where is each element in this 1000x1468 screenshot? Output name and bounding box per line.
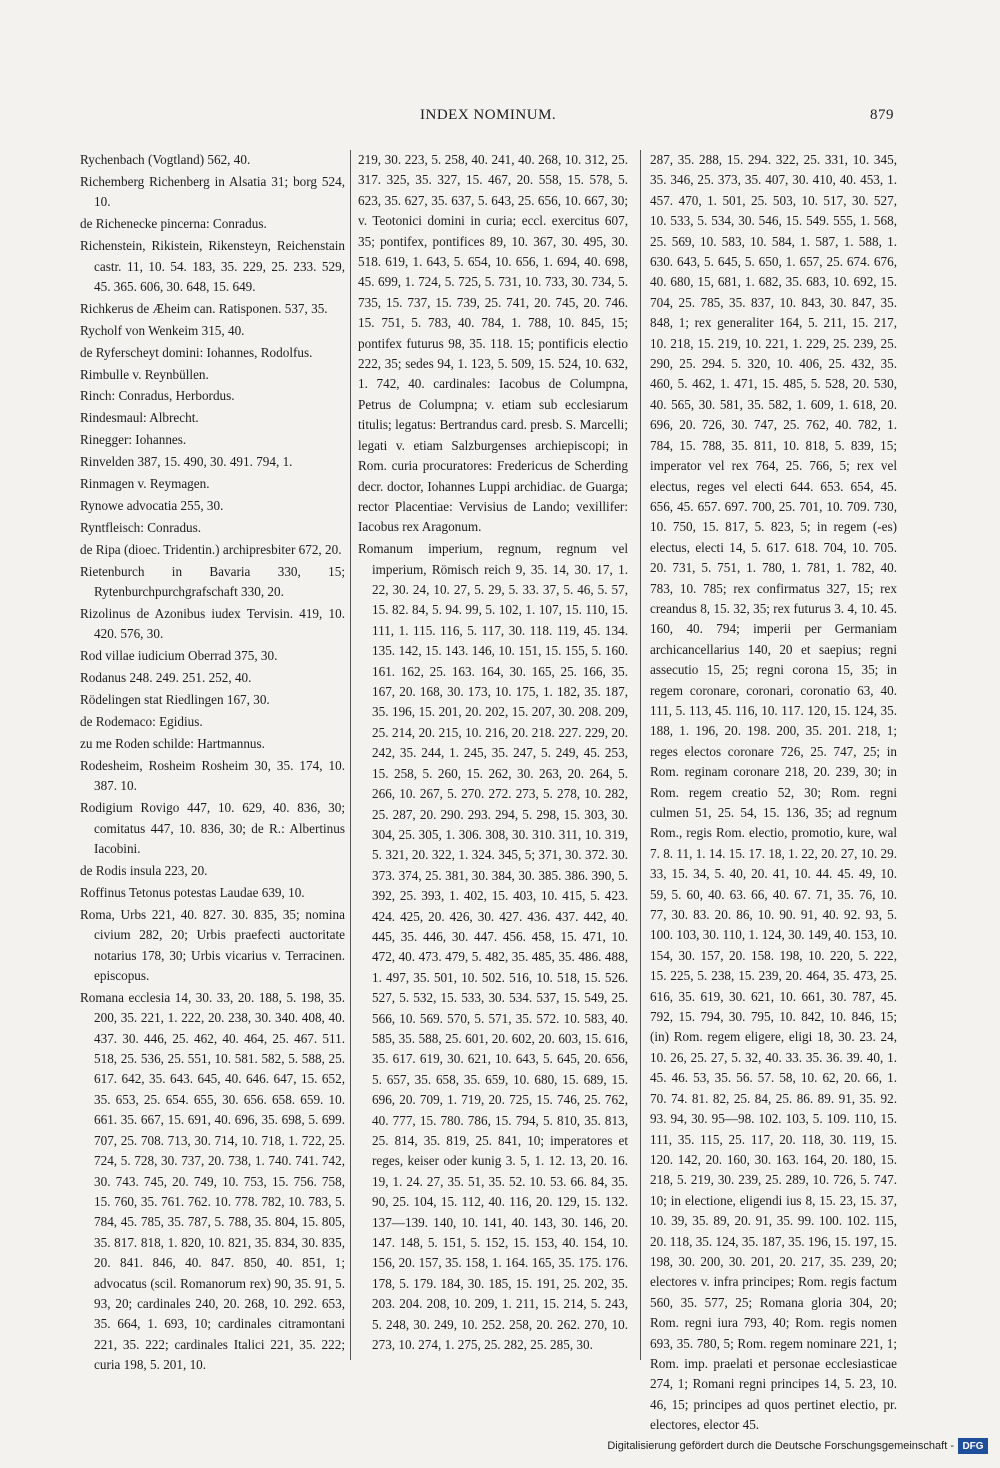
index-entry: Rod villae iudicium Oberrad 375, 30. — [80, 648, 278, 664]
index-entry: Rodesheim, Rosheim Rosheim 30, 35. 174, 10. 387. 10. — [80, 757, 345, 794]
index-entry: Ryntfleisch: Conradus. — [80, 519, 202, 535]
funding-note: Digitalisierung gefördert durch die Deutsche Forschungsgemeinschaft - — [607, 1440, 954, 1452]
index-entry: de Rodemaco: Egidius. — [80, 714, 203, 730]
index-entry: de Ripa (dioec. Tridentin.) archipresbiter 672, 20. — [80, 541, 342, 557]
index-entry: Rinch: Conradus, Herbordus. — [80, 388, 235, 404]
index-entry: Rimbulle v. Reynbüllen. — [80, 366, 209, 382]
index-entry: Roffinus Tetonus potestas Laudae 639, 10. — [80, 884, 305, 900]
index-entry: Rinegger: Iohannes. — [80, 432, 187, 448]
index-entry: Rödelingen stat Riedlingen 167, 30. — [80, 692, 270, 708]
index-entry: Richemberg Richenberg in Alsatia 31; borg 524, 10. — [80, 173, 345, 210]
index-entry: de Rodis insula 223, 20. — [80, 862, 208, 878]
page-number: 879 — [870, 107, 894, 123]
index-entry: Romanum imperium, regnum, regnum vel imperium, Römisch reich 9, 35. 14, 30. 17, 1. 22, 30. 24, 10. 27, 5. 29, 5. 33. 37, 5. 46, 5. 57, 15. 82. 84, 5. 94. 99, 5. 102, 1. 107, 15. 110, 15. 111, 1. 115. 116, 5. 117, 30. 118. 119, 45. 134. 135. 142, 15. 143. 146, 10. 151, 15. 155, 5. 160. 161. 162, 25. 163. 164, 30. 165, 25. 166, 35. 167, 20. 168, 30. 173, 10. 175, 1. 182, 35. 187, 35. 196, 15. 201, 20. 202, 15. 207, 30. 208. 209, 25. 214, 20. 215, 10. 216, 20. 218. 227. 229, 20. 242, 35. 244, 1. 245, 35. 247, 5. 249, 45. 253, 15. 258, 5. 260, 15. 262, 30. 263, 20. 264, 5. 266, 10. 267, 5. 270. 272. 273, 5. 278, 10. 282, 25. 287, 20. 290. 293. 294, 5. 298, 15. 303, 30. 304, 25. 305, 1. 306. 308, 30. 310. 311, 10. 319, 5. 321, 20. 322, 1. 324. 345, 5; 371, 30. 372. 30. 373. 374, 25. 381, 30. 384, 30. 385. 386. 390, 5. 392, 25. 393, 1. 402, 15. 403, 10. 415, 5. 423. 424. 425, 20. 426, 30. 427. 436. 437. 442, 40. 445, 35. 446, 30. 447. 456. 458, 15. 471, 10. 472, 40. 473. 479, 5. 482, 35. 485, 35. 486. 488, 1. 497, 35. 501, 10. 502. 516, 10. 518, 15. 526. 527, 5. 532, 15. 533, 30. 534. 537, 15. 549, 25. 566, 10. 569. 570, 5. 571, 35. 572. 10. 583, 40. 585, 35. 588, 25. 601, 20. 602, 20. 603, 15. 616, 35. 617. 619, 30. 621, 10. 643, 5. 645, 20. 656, 5. 657, 35. 658, 35. 659, 10. 680, 15. 689, 15. 696, 20. 709, 1. 719, 20. 725, 15. 746, 25. 762, 40. 777, 15. 780. 786, 15. 794, 5. 810, 35. 813, 25. 814, 35. 819, 25. 841, 10; imperatores et reges, keiser oder kunig 3. 5, 1. 12. 13, 20. 16. 19, 1. 24. 27, 35. 51, 35. 52. 10. 53. 66. 84, 35. 90, 25. 104, 15. 112, 40. 116, 20. 129, 15. 132. 137—139. 140, 10. 141, 40. 143, 30. 146, 20. 147. 148, 5. 151, 5. 152, 15. 153, 40. 154, 10. 156, 20. 157, 35. 158, 1. 164. 165, 35. 175. 176. 178, 5. 179. 184, 30. 185, 15. 191, 25. 202, 35. 203. 204. 208, 10. 209, 1. 211, 15. 214, 5. 243, 5. 248, 30. 249, 10. 252. 258, 20. 262. 270, 10. 273, 10. 274, 1. 275, 25. 282, 25. 285, 30. — [358, 541, 628, 1353]
page-title: INDEX NOMINUM. — [420, 107, 557, 123]
index-entry: Rindesmaul: Albrecht. — [80, 410, 199, 426]
index-entry: Rodanus 248. 249. 251. 252, 40. — [80, 670, 252, 686]
index-entry: zu me Roden schilde: Hartmannus. — [80, 735, 265, 751]
index-entry: Richkerus de Æheim can. Ratisponen. 537, 35. — [80, 300, 328, 316]
index-entry: Rietenburch in Bavaria 330, 15; Rytenburchpurchgrafschaft 330, 20. — [80, 563, 345, 600]
index-entry: de Ryferscheyt domini: Iohannes, Rodolfus. — [80, 344, 313, 360]
index-entry: Rychenbach (Vogtland) 562, 40. — [80, 152, 251, 167]
index-entry: Richenstein, Rikistein, Rikensteyn, Reichenstain castr. 11, 10. 54. 183, 35. 229, 25. 233. 529, 45. 365. 606, 30. 648, 15. 649. — [80, 238, 345, 294]
index-column-3 — [650, 150, 897, 1433]
index-entry: de Richenecke pincerna: Conradus. — [80, 216, 267, 232]
index-entry: Rynowe advocatia 255, 30. — [80, 498, 224, 513]
index-entry: Rodigium Rovigo 447, 10. 629, 40. 836, 30; comitatus 447, 10. 836, 30; de R.: Albertinus Iacobini. — [80, 800, 345, 856]
column-rule — [350, 150, 351, 1360]
index-entry: Rinvelden 387, 15. 490, 30. 491. 794, 1. — [80, 454, 293, 470]
column-rule — [640, 150, 641, 1360]
index-entry: Romana ecclesia 14, 30. 33, 20. 188, 5. 198, 35. 200, 35. 221, 1. 222, 20. 238, 30. 340. 408, 40. 437. 30. 446, 25. 462, 40. 464, 25. 467. 511. 518, 25. 536, 25. 551, 10. 581. 582, 5. 588, 25. 617. 642, 35. 643. 645, 40. 646. 647, 15. 652, 35. 653, 25. 654. 655, 30. 656. 658. 659. 10. 661. 35. 667, 15. 691, 40. 696, 35. 698, 5. 699. 707, 25. 708. 713, 30. 714, 10. 718, 1. 722, 25. 724, 5. 728, 30. 737, 20. 738, 1. 740. 741. 742, 30. 743. 745, 20. 749, 10. 753, 15. 756. 758, 15. 760, 35. 761. 762. 10. 778. 782, 10. 783, 5. 784, 45. 785, 35. 787, 5. 788, 35. 804, 15. 805, 35. 817. 818, 1. 820, 10. 821, 35. 834, 30. 835, 20. 841. 846, 40. 847. 850, 40. 851, 1; advocatus (scil. Romanorum rex) 90, 35. 91, 5. 93, 20; cardinales 240, 20. 268, 10. 292. 653, 35. 664, 1. 693, 10; cardinales citramontani 221, 35. 222; cardinales Italici 221, 35. 222; curia 198, 5. 201, 10. — [80, 989, 345, 1373]
index-entry: Rycholf von Wenkeim 315, 40. — [80, 322, 245, 338]
index-column-1 — [80, 150, 345, 1373]
index-entry: Rizolinus de Azonibus iudex Tervisin. 419, 10. 420. 576, 30. — [80, 606, 345, 642]
dfg-logo: DFG — [958, 1438, 988, 1454]
index-entry-continued: 219, 30. 223, 5. 258, 40. 241, 40. 268, 10. 312, 25. 317. 325, 35. 327, 15. 467, 20. 558, 15. 578, 5. 623, 35. 627, 35. 637, 5. 643, 25. 656, 10. 667, 30; v. Teotonici domini in curia; eccl. exercitus 607, 35; pontifex, pontifices 89, 10. 367, 30. 495, 30. 518. 619, 1. 643, 5. 654, 10. 656, 1. 694, 40. 698, 45. 699, 1. 724, 5. 725, 5. 731, 10. 733, 30. 734, 5. 735, 15. 737, 15. 739, 25. 741, 20. 745, 20. 746. 15. 751, 5. 783, 40. 784, 1. 788, 10. 845, 15; pontifex futurus 98, 35. 118. 15; pontificis electio 222, 35; sedes 94, 1. 123, 5. 509, 15. 524, 10. 632, 1. 742, 40. cardinales: Iacobus de Columpna, Petrus de Columpna; v. etiam sub ecclesiarum titulis; legatus: Bertrandus card. presb. S. Marcelli; legati v. etiam Salzburgenses archiepiscopi; in Rom. curia procuratores: Fredericus de Scherding decr. doctor, Iohannes Luppi archidiac. de Guarga; rector Placentiae: Vervisius de Lando; vexillifer: Iacobus rex Aragonum. — [358, 152, 628, 535]
index-entry: Roma, Urbs 221, 40. 827. 30. 835, 35; nomina civium 282, 20; Urbis praefecti auctoritate notarius 178, 30; Urbis vicarius v. Terracinen. episcopus. — [80, 906, 345, 983]
running-head — [80, 107, 900, 131]
footer-credit — [580, 1438, 988, 1456]
index-entry-continued: 287, 35. 288, 15. 294. 322, 25. 331, 10. 345, 35. 346, 25. 373, 35. 407, 30. 410, 40. 453, 1. 457. 470, 1. 501, 25. 503, 10. 517, 30. 527, 10. 533, 5. 534, 30. 546, 15. 549. 555, 1. 568, 25. 569, 10. 583, 10. 584, 1. 587, 1. 588, 1. 630. 643, 5. 645, 5. 650, 1. 657, 25. 674. 676, 40. 680, 15, 681, 1. 682, 35. 683, 10. 692, 15. 704, 25. 785, 35. 837, 10. 843, 30. 847, 35. 848, 1; rex generaliter 164, 5. 211, 15. 217, 10. 218, 15. 219, 10. 221, 1. 229, 25. 239, 25. 290, 25. 294. 5. 320, 10. 406, 25. 432, 35. 460, 5. 462, 1. 471, 15. 485, 5. 528, 20. 530, 40. 565, 30. 581, 35. 582, 1. 609, 1. 618, 20. 696, 20. 726, 30. 747, 25. 762, 40. 782, 1. 784, 15. 788, 35. 811, 10. 818, 5. 839, 15; imperator vel rex 764, 25. 766, 5; rex vel electus, reges vel electi 644. 653. 654, 45. 656, 45. 657. 697. 700, 25. 701, 10. 709. 730, 10. 750, 15. 817, 5. 823, 5; in regem (-es) electus, electi 14, 5. 617. 618. 704, 10. 705. 20. 731, 5. 751, 1. 780, 1. 781, 1. 782, 40. 783, 10. 785; rex confirmatus 327, 15; rex creandus 8, 15. 32, 35; rex futurus 3. 4, 10. 45. 160, 40. 794; imperii per Germaniam archicancellarius 140, 20 et saepius; regni assecutio 15, 25; regni corona 15, 35; in regem coronare, coronari, coronatio 63, 40. 111, 5. 113, 45. 116, 10. 117. 120, 15. 124, 35. 188, 1. 196, 20. 198. 200, 35. 201. 218, 1; reges electos coronare 726, 25. 747, 25; in Rom. reginam coronare 218, 20. 239, 30; in Rom. regem creatio 52, 30; Rom. regni culmen 51, 25. 54, 15. 136, 35; ad regnum Rom., regis Rom. electio, promotio, kure, wal 7. 8. 11, 1. 14. 15. 17. 18, 1. 22, 20. 27, 10. 29. 33, 15. 34, 5. 40, 20. 41, 10. 44. 45. 49, 10. 59, 5. 60, 40. 63. 66, 40. 67. 71, 35. 76, 10. 77, 30. 83. 20. 86, 10. 90. 91, 40. 92. 93, 5. 100. 103, 30. 110, 1. 124, 30. 149, 40. 153, 10. 154, 30. 157, 20. 158. 198, 10. 220, 5. 222, 15. 225, 5. 238, 15. 239, 20. 464, 35. 473, 25. 616, 35. 619, 30. 621, 10. 661, 30. 787, 45. 792, 15. 794, 30. 795, 10. 842, 10. 846, 15; (in) Rom. regem eligere, eligi 18, 30. 23. 24, 10. 26, 25. 27, 5. 32, 40. 33. 35. 36. 39. 40, 1. 45. 46. 53, 35. 56. 57. 58, 10. 62, 20. 66, 1. 70. 74. 81. 82, 25. 84, 25. 86. 89. 91, 35. 92. 93. 94, 30. 95—98. 102. 103, 5. 109. 110, 15. 111, 35. 115, 25. 117, 20. 118, 30. 119, 15. 120. 142, 20. 160, 30. 163. 164, 20. 180, 15. 218, 5. 219, 30. 239, 25. 289, 10. 726, 5. 747. 10; in electione, eligendi ius 8, 15. 23, 15. 37, 10. 39, 35. 89, 20. 91, 35. 99. 100. 102. 115, 20. 118, 35. 124, 35. 187, 35. 196, 15. 197, 15. 198, 30. 200, 30. 201, 20. 217, 35. 239, 20; electores v. infra principes; Rom. regis factum 560, 35. 577, 25; Romana gloria 304, 20; Rom. regni iura 793, 40; Rom. regis nomen 693, 35. 780, 5; Rom. regem nominare 221, 1; Rom. imp. praelati et personae ecclesiasticae 274, 1; Romani regni principes 14, 5. 23, 10. 46, 15; principes ad quos pertinet electio, pr. electores, elector 45. — [650, 152, 897, 1433]
index-column-2 — [358, 150, 628, 1362]
index-entry: Rinmagen v. Reymagen. — [80, 476, 210, 492]
